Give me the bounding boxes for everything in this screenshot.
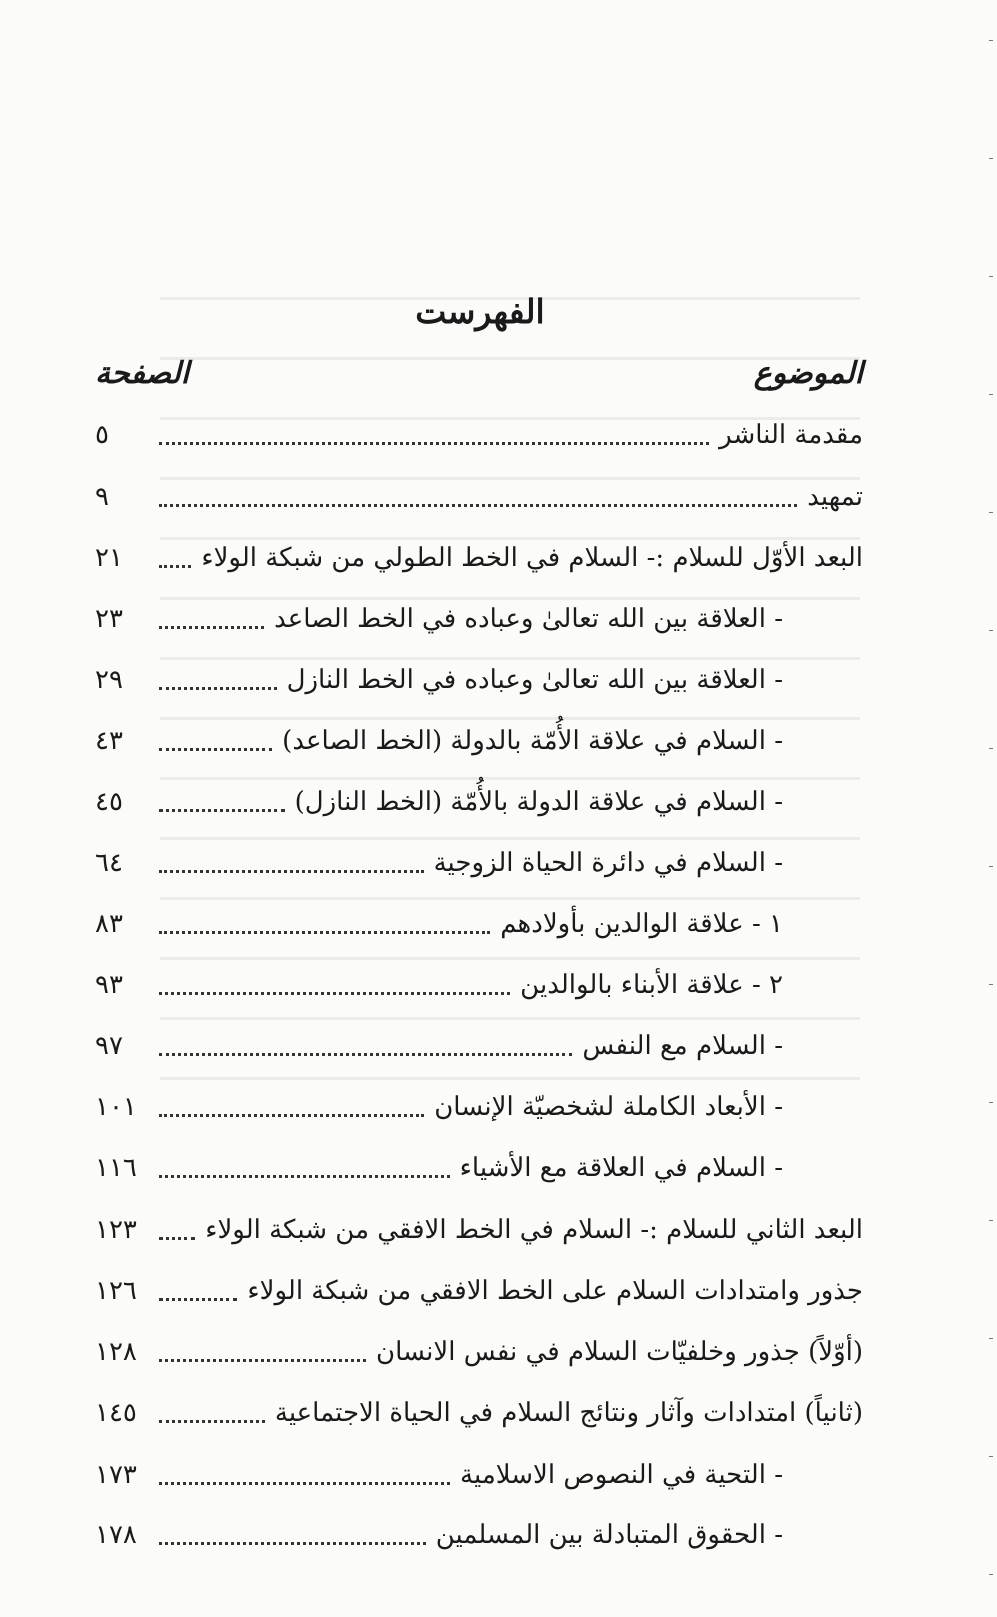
- toc-dot-leader: [159, 992, 510, 995]
- toc-entry: [95, 410, 863, 460]
- toc-entry: [95, 1510, 863, 1560]
- toc-entry-page: ٥: [95, 420, 109, 450]
- toc-dot-leader: [159, 931, 490, 934]
- edge-mark: [989, 1456, 993, 1457]
- edge-mark: [989, 40, 993, 41]
- toc-header: [95, 356, 863, 400]
- toc-entry: [95, 838, 863, 888]
- toc-dot-leader: [159, 565, 191, 568]
- toc-entry-title: - العلاقة بين الله تعالىٰ وعباده في الخط النازل: [286, 665, 783, 695]
- toc-entry: [95, 1143, 863, 1193]
- toc-entry: [95, 594, 863, 644]
- toc-entry-title: البعد الأوّل للسلام :- السلام في الخط الطولي من شبكة الولاء: [201, 543, 863, 573]
- toc-entry-page: ٢٩: [95, 665, 123, 695]
- toc-dot-leader: [159, 442, 709, 445]
- toc-entry-title: - التحية في النصوص الاسلامية: [460, 1460, 783, 1490]
- edge-mark: [989, 1338, 993, 1339]
- edge-mark: [989, 866, 993, 867]
- edge-mark: [989, 1574, 993, 1575]
- toc-dot-leader: [159, 1298, 237, 1301]
- toc-entry-title: - السلام في علاقة الأُمّة بالدولة (الخط الصاعد): [282, 726, 783, 756]
- toc-entry-title: - السلام في العلاقة مع الأشياء: [459, 1153, 783, 1183]
- toc-entry-page: ١٤٥: [95, 1398, 137, 1428]
- toc-entry: [95, 1327, 863, 1377]
- toc-entry-title: - الأبعاد الكاملة لشخصيّة الإنسان: [434, 1092, 783, 1122]
- toc-dot-leader: [159, 1482, 450, 1485]
- toc-dot-leader: [159, 809, 285, 812]
- toc-dot-leader: [159, 1114, 424, 1117]
- toc-entry-title: (ثانياً) امتدادات وآثار ونتائج السلام في الحياة الاجتماعية: [274, 1398, 863, 1428]
- toc-entry: [95, 899, 863, 949]
- page-title: الفهرست: [415, 292, 545, 331]
- toc-entry-page: ٤٣: [95, 726, 123, 756]
- toc-entry-page: ٩٧: [95, 1031, 123, 1061]
- edge-mark: [989, 512, 993, 513]
- toc-entry-page: ٩٣: [95, 970, 123, 1000]
- toc-entry-title: ١ - علاقة الوالدين بأولادهم: [500, 909, 783, 939]
- toc-entry: [95, 1450, 863, 1500]
- toc-entry: [95, 533, 863, 583]
- toc-entry-page: ١٠١: [95, 1092, 137, 1122]
- toc-entry-page: ١٧٨: [95, 1520, 137, 1550]
- toc-entry: [95, 1021, 863, 1071]
- toc-entry-page: ١٢٣: [95, 1215, 137, 1245]
- toc-dot-leader: [159, 1053, 572, 1056]
- toc-dot-leader: [159, 626, 264, 629]
- toc-entry-title: - السلام مع النفس: [582, 1031, 783, 1061]
- toc-entry-title: - السلام في دائرة الحياة الزوجية: [433, 848, 783, 878]
- edge-mark: [989, 1220, 993, 1221]
- toc-entry-title: ٢ - علاقة الأبناء بالوالدين: [520, 970, 783, 1000]
- toc-entry: [95, 1388, 863, 1438]
- toc-entry-page: ٨٣: [95, 909, 123, 939]
- toc-entry: [95, 1266, 863, 1316]
- toc-entry-title: - العلاقة بين الله تعالىٰ وعباده في الخط الصاعد: [274, 604, 783, 634]
- toc-entry-page: ١١٦: [95, 1153, 137, 1183]
- header-page: الصفحة: [95, 356, 190, 391]
- toc-entry: [95, 960, 863, 1010]
- edge-mark: [989, 1102, 993, 1103]
- edge-mark: [989, 748, 993, 749]
- edge-mark: [989, 158, 993, 159]
- toc-entry-page: ٤٥: [95, 787, 123, 817]
- toc-entry-page: ٢١: [95, 543, 123, 573]
- edge-mark: [989, 630, 993, 631]
- edge-mark: [989, 276, 993, 277]
- toc-entry: [95, 472, 863, 522]
- header-topic: الموضوع: [753, 356, 863, 391]
- toc-dot-leader: [159, 748, 272, 751]
- toc-dot-leader: [159, 1542, 426, 1545]
- toc-dot-leader: [159, 504, 797, 507]
- toc-entry: [95, 716, 863, 766]
- page-edge-marks: [989, 0, 993, 1617]
- toc-entry-title: جذور وامتدادات السلام على الخط الافقي من شبكة الولاء: [247, 1276, 863, 1306]
- toc-entry-title: (أوّلاً) جذور وخلفيّات السلام في نفس الانسان: [375, 1337, 863, 1367]
- toc-entry-title: تمهيد: [807, 482, 863, 512]
- toc-entry: [95, 777, 863, 827]
- toc-entry-page: ٢٣: [95, 604, 123, 634]
- toc-entry-page: ١٧٣: [95, 1460, 137, 1490]
- edge-mark: [989, 394, 993, 395]
- toc-dot-leader: [159, 1237, 195, 1240]
- toc-entry-page: ١٢٨: [95, 1337, 137, 1367]
- toc-entry-title: مقدمة الناشر: [719, 420, 863, 450]
- toc-entry: [95, 1082, 863, 1132]
- toc-entry-page: ١٢٦: [95, 1276, 137, 1306]
- toc-entry-title: البعد الثاني للسلام :- السلام في الخط الافقي من شبكة الولاء: [205, 1215, 863, 1245]
- toc-dot-leader: [159, 1420, 265, 1423]
- toc-dot-leader: [159, 870, 424, 873]
- toc-entry-title: - السلام في علاقة الدولة بالأُمّة (الخط النازل): [294, 787, 783, 817]
- toc-entry: [95, 1205, 863, 1255]
- toc-entry-page: ٦٤: [95, 848, 123, 878]
- toc-entry-title: - الحقوق المتبادلة بين المسلمين: [435, 1520, 783, 1550]
- toc-dot-leader: [159, 1175, 450, 1178]
- toc-entry: [95, 655, 863, 705]
- toc-dot-leader: [159, 1359, 366, 1362]
- toc-dot-leader: [159, 687, 277, 690]
- toc-entry-page: ٩: [95, 482, 109, 512]
- edge-mark: [989, 984, 993, 985]
